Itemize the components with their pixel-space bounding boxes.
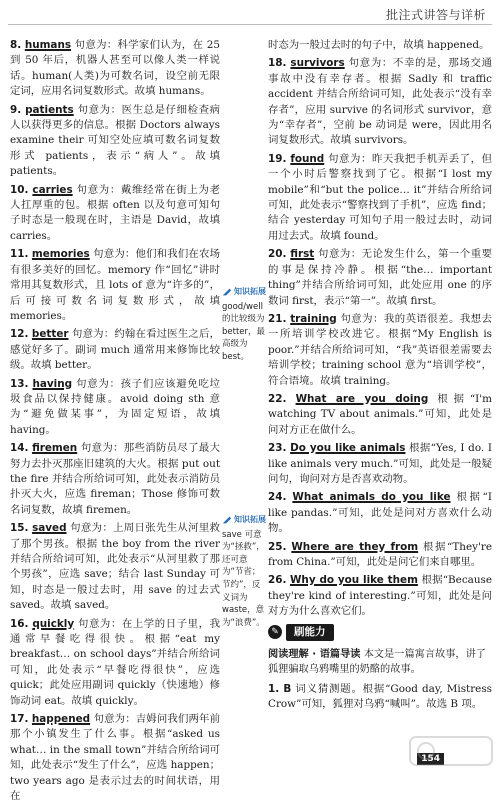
answer-word: having (32, 377, 73, 390)
right-column (268, 38, 492, 716)
pencil-icon (222, 287, 232, 297)
answer-word: Do you like animals (290, 442, 406, 455)
answer-entry-19: 19. found 句意为：昨天我把手机弄丢了，但一个小时后警察找到了它。根据“I lost my mobile”和“but the police… it”并结合所给词可知，此处表示“警察找到了手机”，应选 find；结合 yesterday 可知句子用一般过去时，动词用过去式。故填 found。 (268, 152, 492, 242)
reading-answer-1: 1. B 词义猜测题。根据“Good day, Mistress Crow”可知，狐狸对乌鸦“喊叫”。故选 B 项。 (268, 682, 492, 711)
answer-entry-26: 26. Why do you like them 根据“Because they're kind of interesting.”可知，此处是问对方为什么喜欢它们。 (268, 574, 493, 618)
page-header: 批注式讲答与详析 (385, 8, 486, 22)
answer-word: patients (25, 103, 74, 116)
answer-entry-14: 14. firemen 句意为：那些消防员尽了最大努力去扑灭那座旧建筑的大火。根据 put out the fire 并结合所给词可知，此处表示消防员扑灭大火，应选 fireman；Those 修饰可数名词复数，故填 firemen。 (10, 442, 220, 516)
answer-word: first (290, 248, 315, 261)
answer-entry-8: 8. humans 句意为：科学家们认为，在 25 到 50 年后，机器人甚至可以像人类一样说话。human(人类)为可数名词，设空前无限定词，应用名词复数形式。故填 humans。 (10, 39, 220, 98)
answer-word: found (290, 152, 325, 165)
answer-entry-24: 24. What animals do you like 根据“I like pandas.”可知，此处是问对方喜欢什么动物。 (268, 491, 492, 535)
rocket-icon: ✎ (268, 625, 282, 639)
page-number: 154 (417, 753, 444, 765)
answer-word: What are you doing (295, 392, 429, 405)
answer-entry-25: 25. Where are they from 根据“They're from China.”可知，此处是问它们来自哪里。 (268, 540, 492, 568)
answer-entry-15: 15. saved 句意为：上周日张先生从河里救了那个男孩。根据 the boy from the river 并结合所给词可知，此处表示“从河里救了那个男孩”，应选 save；结合 last Sunday 可知，时态是一般过去时，用 save 的过去式 saved。故填 saved。 (10, 522, 220, 612)
reading-intro: 阅读理解 · 语篇导读 本文是一篇寓言故事，讲了狐狸骗取乌鸦嘴里的奶酪的故事。 (268, 649, 486, 676)
answer-word: Where are they from (291, 540, 419, 553)
answer-word: training (290, 312, 337, 325)
answer-word: carries (32, 183, 73, 196)
answer-entry-11: 11. memories 句意为：他们和我们在农场有很多美好的回忆。memory 作“回忆”讲时常用其复数形式，且 lots of 意为“许多的”，后可接可数名词复数形式，故填 memories。 (10, 248, 220, 322)
answer-word: What animals do you like (292, 491, 451, 504)
answer-entry-21: 21. training 句意为：我的英语很差。我想去一所培训学校改进它。根据“My English is poor.”并结合所给词可知，“我”英语很差需要去培训学校；training school 意为“培训学校”，符合语境。故填 training。 (268, 312, 492, 387)
answer-word: humans (24, 39, 72, 51)
watermark-logo-icon (408, 731, 494, 769)
answer-word: Why do you like them (289, 574, 418, 587)
answer-entry-13: 13. having 句意为：孩子们应该避免吃垃圾食品以保持健康。avoid doing sth 意为“避免做某事”，为固定短语，故填 having。 (10, 377, 220, 436)
answer-word: firemen (32, 442, 78, 455)
answer-word: survivors (290, 57, 345, 70)
ability-section-badge: ✎ 刷能力 (268, 624, 492, 641)
answer-word: memories (31, 248, 90, 261)
answer-entry-9: 9. patients 句意为：医生总是仔细检查病人以获得更多的信息。根据 Doctors always examine their 可知空处应填可数名词复数形式 patients，表示“病人”。故填 patients。 (10, 103, 220, 178)
answer-word: saved (32, 522, 67, 535)
answer-entry-23: 23. Do you like animals 根据“Yes, I do. I like animals very much.”可知，此处是一般疑问句，询问对方是否喜欢动物。 (268, 442, 492, 485)
answer-word: quickly (32, 617, 75, 630)
left-column (10, 38, 220, 808)
header-rule (8, 24, 492, 25)
answer-entry-17: 17. happened 句意为：吉姆问我们两年前那个小镇发生了什么事。根据“asked us what… in the small town”并结合所给词可知，此处表示“发生了什么”，应选 happen；two years ago 是表示过去的时间状语，用在 (10, 713, 220, 803)
answer-entry-16: 16. quickly 句意为：在上学的日子里，我通常早餐吃得很快。根据“eat my breakfast… on school days”并结合所给词可知，此处表示“早餐吃得很快”，应选 quick；此处应用副词 quickly（快速地）修饰动词 eat。故填 quickly。 (10, 617, 220, 707)
answer-word: happened (31, 713, 91, 726)
answer-entry-12: 12. better 句意为：约翰在看过医生之后，感觉好多了。副词 much 通常用来修饰比较级。故填 better。 (10, 328, 220, 372)
answer-entry-22: 22. What are you doing 根据“I'm watching TV about animals.”可知，此处是问对方正在做什么。 (268, 392, 492, 436)
answer-entry-10: 10. carries 句意为：戴维经常在街上为老人扛厚重的包。根据 often 以及句意可知句子时态是一般现在时，主语是 David，故填 carries。 (10, 183, 220, 242)
answer-entry-20: 20. first 句意为：无论发生什么，第一个重要的事是保持冷静。根据“the… important thing”并结合所给词可知，此处应用 one 的序数词 first，表示“第一”。故填 first。 (268, 248, 492, 307)
side-note-save: 知识拓展 save 可意为“拯救”，还可意为“节省；节约”，反义词为 waste，意为“浪费”。 (222, 515, 266, 628)
pencil-icon (222, 515, 232, 525)
answer-entry-18: 18. survivors 句意为：不幸的是，那场交通事故中没有幸存者。根据 Sadly 和 traffic accident 并结合所给词可知，此处表示“没有幸存者”，应用 survive 的名词形式 survivor，意为“幸存者”，空前 be 动词是 were，因此用名词复数形式。故填 survivors。 (268, 57, 492, 147)
side-note-better: 知识拓展 good/well 的比较级为 better，最高级为 best。 (222, 287, 266, 362)
answer-word: better (31, 328, 69, 341)
continuation-text: 时态为一般过去时的句子中，故填 happened。 (268, 39, 490, 51)
